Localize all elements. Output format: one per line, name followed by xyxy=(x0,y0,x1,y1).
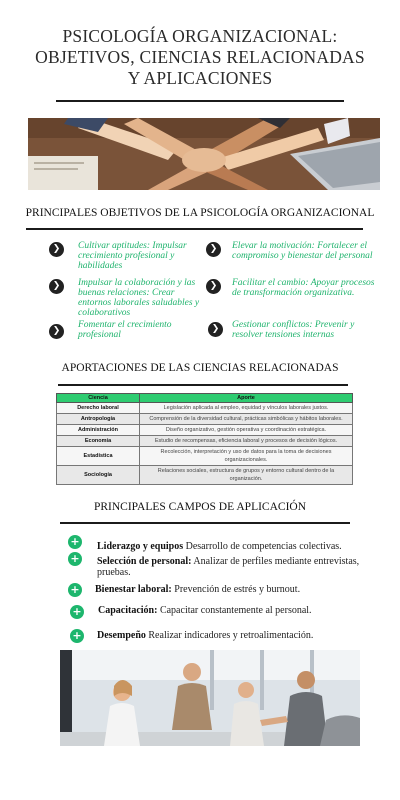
hero-illustration xyxy=(28,118,380,190)
title-line-2: OBJETIVOS, CIENCIAS RELACIONADAS xyxy=(35,47,365,67)
table-cell-contribution: Diseño organizativo, gestión operativa y coordinación estratégica. xyxy=(140,425,353,436)
chevron-right-icon: ❯ xyxy=(206,242,221,257)
plus-icon: + xyxy=(70,629,84,643)
application-description: Prevención de estrés y burnout. xyxy=(171,584,301,595)
objective-item xyxy=(49,241,199,271)
office-illustration xyxy=(60,650,360,746)
plus-icon: + xyxy=(68,552,82,566)
objective-text: Fomentar el crecimiento profesional xyxy=(78,320,172,340)
table-row xyxy=(57,425,353,436)
table-cell-science: Estadística xyxy=(57,447,140,466)
sciences-divider xyxy=(58,384,348,386)
objective-item xyxy=(206,278,382,298)
sciences-heading: APORTACIONES DE LAS CIENCIAS RELACIONADAS xyxy=(61,362,339,374)
application-description: Realizar indicadores y retroalimentación. xyxy=(145,630,314,641)
title-line-3: Y APLICACIONES xyxy=(127,68,273,88)
chevron-right-icon: ❯ xyxy=(49,279,64,294)
table-cell-science: Economía xyxy=(57,436,140,447)
objective-item xyxy=(49,320,199,340)
chevron-right-icon: ❯ xyxy=(49,324,64,339)
objectives-divider xyxy=(26,228,363,230)
table-row xyxy=(57,436,353,447)
objective-text: Gestionar conflictos: Prevenir y resolver tensiones internas xyxy=(232,320,355,340)
page-title xyxy=(10,26,390,89)
objective-text: Facilitar el cambio: Apoyar procesos de transformación organizativa. xyxy=(232,278,375,298)
application-text xyxy=(97,541,342,552)
applications-divider xyxy=(60,522,350,524)
table-cell-contribution: Legislación aplicada al empleo, equidad y vínculos laborales justos. xyxy=(140,403,353,414)
application-description: Analizar de perfiles mediante entrevistas, pruebas. xyxy=(97,556,360,578)
objective-item xyxy=(49,278,201,318)
objective-text: Cultivar aptitudes: Impulsar crecimiento profesional y habilidades xyxy=(78,241,187,271)
table-cell-science: Administración xyxy=(57,425,140,436)
table-cell-science: Antropología xyxy=(57,414,140,425)
application-item xyxy=(70,629,370,643)
table-cell-science: Sociología xyxy=(57,466,140,485)
application-label: Bienestar laboral: xyxy=(95,584,172,595)
application-label: Liderazgo y equipos xyxy=(97,541,184,552)
chevron-right-icon: ❯ xyxy=(206,279,221,294)
hero-image-teamwork-hands xyxy=(28,118,380,190)
application-text xyxy=(95,584,300,595)
objective-text: Impulsar la colaboración y las buenas relaciones: Crear entornos laborales saludables y colaborativos xyxy=(78,278,200,318)
table-cell-contribution: Recolección, interpretación y uso de datos para la toma de decisiones organizacionales. xyxy=(140,447,353,466)
application-item xyxy=(68,535,368,552)
column-header: Ciencia xyxy=(57,394,140,403)
table-row xyxy=(57,447,353,466)
table-cell-contribution: Comprensión de la diversidad cultural, prácticas simbólicas y hábitos laborales. xyxy=(140,414,353,425)
plus-icon: + xyxy=(68,535,82,549)
table-row xyxy=(57,403,353,414)
plus-icon: + xyxy=(68,583,82,597)
application-description: Desarrollo de competencias colectivas. xyxy=(183,541,342,552)
chevron-right-icon: ❯ xyxy=(208,322,223,337)
title-divider xyxy=(56,100,344,102)
table-cell-contribution: Relaciones sociales, estructura de grupos y entorno cultural dentro de la organización. xyxy=(140,466,353,485)
application-item xyxy=(68,552,380,578)
table-header-row xyxy=(57,394,353,403)
objectives-heading: PRINCIPALES OBJETIVOS DE LA PSICOLOGÍA ORGANIZACIONAL xyxy=(25,207,375,219)
applications-heading: PRINCIPALES CAMPOS DE APLICACIÓN xyxy=(93,501,307,513)
table-cell-contribution: Estudio de recompensas, eficiencia laboral y procesos de decisión lógicos. xyxy=(140,436,353,447)
application-label: Desempeño xyxy=(97,630,146,641)
application-label: Selección de personal: xyxy=(97,556,192,567)
application-item xyxy=(70,605,370,619)
column-header: Aporte xyxy=(140,394,353,403)
chevron-right-icon: ❯ xyxy=(49,242,64,257)
application-item xyxy=(68,583,368,597)
application-text xyxy=(97,630,313,641)
table-row xyxy=(57,414,353,425)
plus-icon: + xyxy=(70,605,84,619)
objective-text: Elevar la motivación: Fortalecer el compromiso y bienestar del personal xyxy=(232,241,373,261)
application-text xyxy=(98,605,312,616)
application-description: Capacitar constantemente al personal. xyxy=(157,605,312,616)
table-row xyxy=(57,466,353,485)
application-label: Capacitación: xyxy=(98,605,158,616)
office-team-photo xyxy=(60,650,360,746)
title-line-1: PSICOLOGÍA ORGANIZACIONAL: xyxy=(62,26,338,46)
application-text xyxy=(97,556,380,578)
sciences-table xyxy=(56,393,353,485)
objective-item xyxy=(208,320,382,340)
objective-item xyxy=(206,241,382,261)
table-cell-science: Derecho laboral xyxy=(57,403,140,414)
